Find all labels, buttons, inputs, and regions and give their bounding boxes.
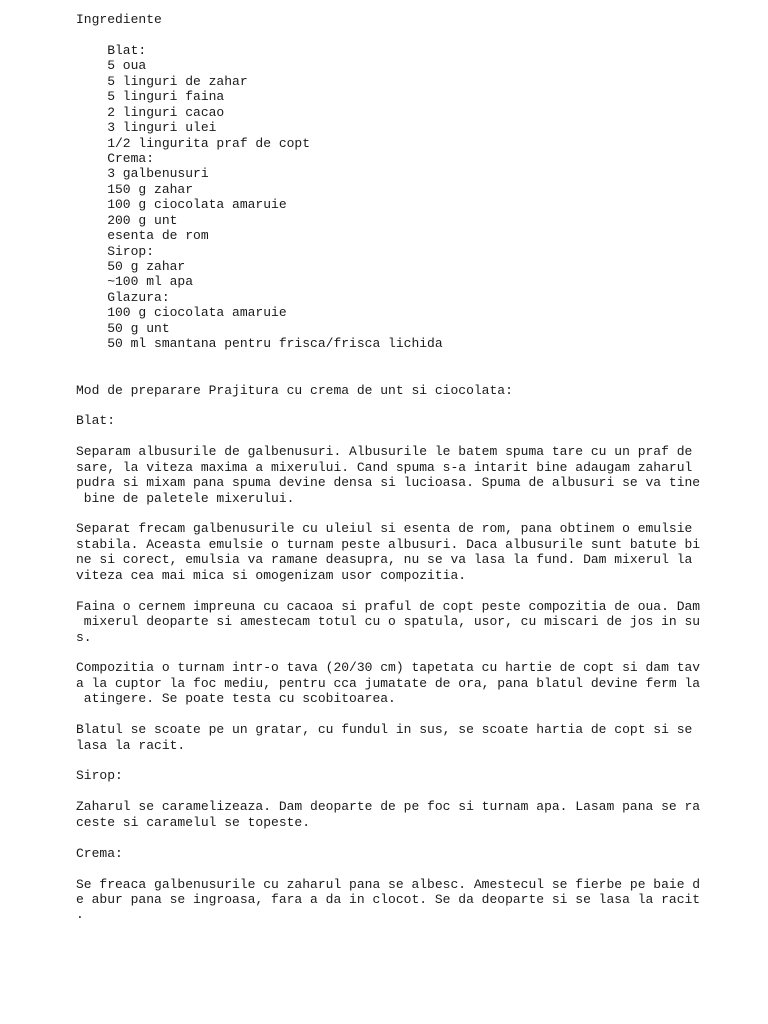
text-line: 200 g unt xyxy=(76,212,178,228)
blank-line xyxy=(76,830,700,845)
text-line: pudra si mixam pana spuma devine densa si lucioasa. Spuma de albusuri se va tine xyxy=(76,475,701,491)
blank-line xyxy=(76,784,700,799)
text-line: stabila. Aceasta emulsie o turnam peste albusuri. Daca albusurile sunt batute bi xyxy=(76,536,701,552)
text-line: Sirop: xyxy=(76,243,155,259)
text-line: sare, la viteza maxima a mixerului. Cand spuma s-a intarit bine adaugam zaharul xyxy=(76,459,693,475)
text-line: Separat frecam galbenusurile cu uleiul si esenta de rom, pana obtinem o emulsie xyxy=(76,521,693,537)
text-line: a la cuptor la foc mediu, pentru cca jumatate de ora, pana blatul devine ferm la xyxy=(76,675,701,691)
blank-line xyxy=(76,583,700,598)
text-line: Blat: xyxy=(76,413,116,429)
text-line: Faina o cernem impreuna cu cacaoa si praful de copt peste compozitia de oua. Dam xyxy=(76,598,701,614)
text-line: e abur pana se ingroasa, fara a da in clocot. Se da deoparte si se lasa la racit xyxy=(76,891,701,907)
text-line: bine de paletele mixerului. xyxy=(76,490,295,506)
blank-line xyxy=(76,367,700,382)
blank-line xyxy=(76,753,700,768)
blank-line xyxy=(76,645,700,660)
text-line: Separam albusurile de galbenusuri. Albusurile le batem spuma tare cu un praf de xyxy=(76,444,693,460)
blank-line xyxy=(76,506,700,521)
text-line: Mod de preparare Prajitura cu crema de unt si ciocolata: xyxy=(76,382,513,398)
text-line: . xyxy=(76,907,84,923)
text-line: s. xyxy=(76,629,92,645)
text-line: 5 linguri de zahar xyxy=(76,73,248,89)
text-line: esenta de rom xyxy=(76,228,209,244)
text-line: viteza cea mai mica si omogenizam usor compozitia. xyxy=(76,567,467,583)
text-line: ceste si caramelul se topeste. xyxy=(76,814,311,830)
text-line: 5 oua xyxy=(76,58,147,74)
text-line: 100 g ciocolata amaruie xyxy=(76,197,287,213)
text-line: 3 galbenusuri xyxy=(76,166,209,182)
text-line: Zaharul se caramelizeaza. Dam deoparte de pe foc si turnam apa. Lasam pana se ra xyxy=(76,799,701,815)
text-line: ne si corect, emulsia va ramane deasupra, nu se va lasa la fund. Dam mixerul la xyxy=(76,552,693,568)
blank-line xyxy=(76,707,700,722)
text-line: 3 linguri ulei xyxy=(76,120,217,136)
text-line: 50 g zahar xyxy=(76,259,186,274)
text-line: 5 linguri faina xyxy=(76,89,225,105)
text-line: Blat: xyxy=(76,42,147,58)
text-line: Crema: xyxy=(76,845,123,861)
recipe-text xyxy=(76,12,700,923)
text-line: Sirop: xyxy=(76,768,123,784)
text-line: Crema: xyxy=(76,150,155,166)
text-line: 1/2 lingurita praf de copt xyxy=(76,135,311,151)
blank-line xyxy=(76,352,700,367)
text-line: 50 ml smantana pentru frisca/frisca lichida xyxy=(76,336,443,352)
text-line: 150 g zahar xyxy=(76,181,194,197)
text-line: ~100 ml apa xyxy=(76,274,194,290)
text-line: Glazura: xyxy=(76,289,170,305)
blank-line xyxy=(76,429,700,444)
text-line: lasa la racit. xyxy=(76,737,186,753)
blank-line xyxy=(76,861,700,876)
text-line: atingere. Se poate testa cu scobitoarea. xyxy=(76,691,396,707)
text-line: 100 g ciocolata amaruie xyxy=(76,305,287,321)
text-line: Blatul se scoate pe un gratar, cu fundul in sus, se scoate hartia de copt si se xyxy=(76,722,693,738)
text-line: 50 g unt xyxy=(76,320,170,336)
blank-line xyxy=(76,398,700,413)
text-line: Se freaca galbenusurile cu zaharul pana se albesc. Amestecul se fierbe pe baie d xyxy=(76,876,701,892)
text-line: 2 linguri cacao xyxy=(76,104,225,120)
blank-line xyxy=(76,27,700,42)
text-line: mixerul deoparte si amestecam totul cu o spatula, usor, cu miscari de jos in su xyxy=(76,614,701,630)
text-line: Ingrediente xyxy=(76,12,162,27)
text-line: Compozitia o turnam intr-o tava (20/30 cm) tapetata cu hartie de copt si dam tav xyxy=(76,660,701,676)
